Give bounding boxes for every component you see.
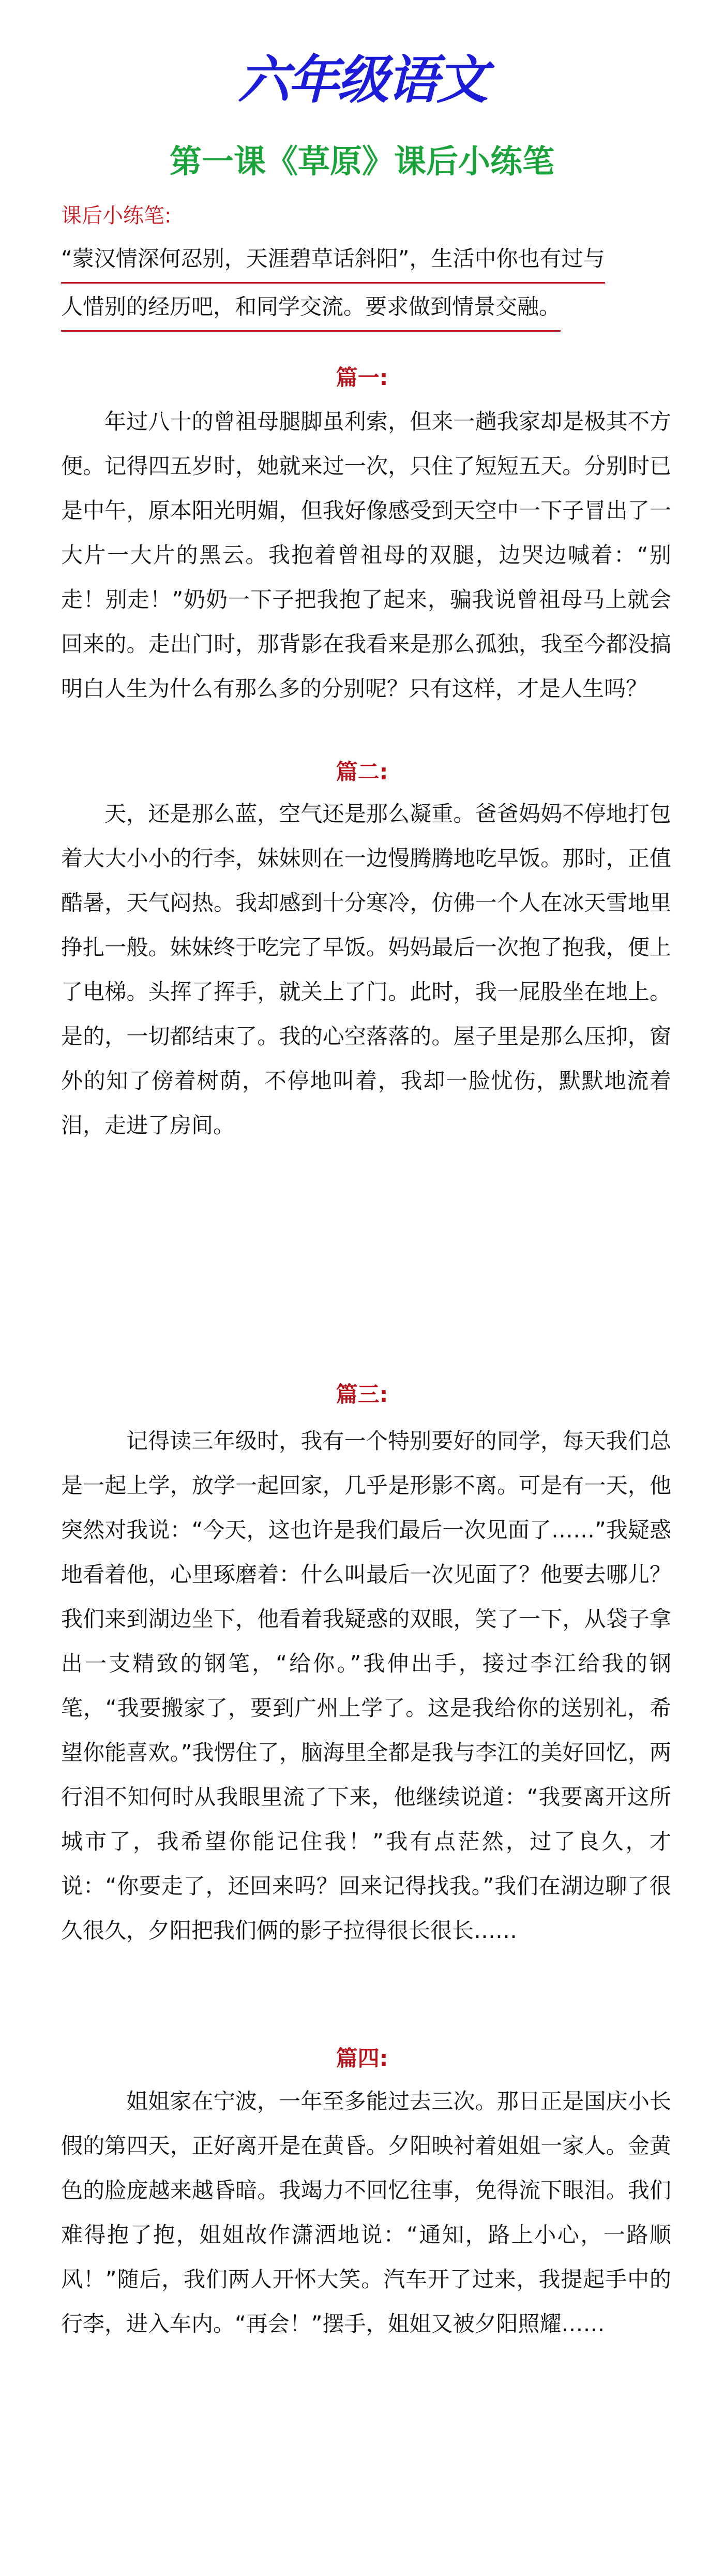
essay-4-title: 篇四: (336, 2046, 388, 2071)
essay-2-title: 篇二: (336, 759, 388, 784)
exercise-label: 课后小练笔: (61, 204, 172, 228)
essay-1-text: 年过八十的曾祖母腿脚虽利索，但来一趟我家却是极其不方便。记得四五岁时，她就来过一次，只住了短短五天。分别时已是中午，原本阳光明媚，但我好像感受到天空中一下子冒出了一大片一大片的黑云。我抱着曾祖母的双腿，边哭边喊着：“别走！别走！”奶奶一下子把我抱了起来，骗我说曾祖母马上就会回来的。走出门时，那背影在我看来是那么孤独，我至今都没搞明白人生为什么有那么多的分别呢？只有这样，才是人生吗？ (61, 409, 671, 701)
brand-title: 六年级语文 (238, 50, 486, 110)
essay-3-title: 篇三: (336, 1382, 388, 1407)
prompt-line-1: “蒙汉情深何忍别，天涯碧草话斜阳”，生活中你也有过与 (61, 235, 605, 284)
essay-3-text: 记得读三年级时，我有一个特别要好的同学，每天我们总是一起上学，放学一起回家，几乎是形影不离。可是有一天，他突然对我说：“今天，这也许是我们最后一次见面了……”我疑惑地看着他，心里琢磨着：什么叫最后一次见面了？他要去哪儿？我们来到湖边坐下，他看着我疑惑的双眼，笑了一下，从袋子拿出一支精致的钢笔，“给你。”我伸出手，接过李江给我的钢笔，“我要搬家了，要到广州上学了。这是我给你的送别礼，希望你能喜欢。”我愣住了，脑海里全都是我与李江的美好回忆，两行泪不知何时从我眼里流了下来，他继续说道：“我要离开这所城市了，我希望你能记住我！”我有点茫然，过了良久，才说：“你要走了，还回来吗？回来记得找我。”我们在湖边聊了很久很久，夕阳把我们俩的影子拉得很长很长…… (61, 1428, 671, 1943)
essay-4-text: 姐姐家在宁波，一年至多能过去三次。那日正是国庆小长假的第四天，正好离开是在黄昏。夕阳映衬着姐姐一家人。金黄色的脸庞越来越昏暗。我竭力不回忆往事，免得流下眼泪。我们难得抱了抱，姐姐故作潇洒地说：“通知，路上小心，一路顺风！”随后，我们两人开怀大笑。汽车开了过来，我提起手中的行李，进入车内。“再会！”摆手，姐姐又被夕阳照耀…… (61, 2089, 671, 2336)
lesson-title: 第一课《草原》课后小练笔 (169, 142, 554, 180)
essay-2-text: 天，还是那么蓝，空气还是那么凝重。爸爸妈妈不停地打包着大大小小的行李，妹妹则在一边慢腾腾地吃早饭。那时，正值酷暑，天气闷热。我却感到十分寒冷，仿佛一个人在冰天雪地里挣扎一般。妹妹终于吃完了早饭。妈妈最后一次抱了抱我，便上了电梯。头挥了挥手，就关上了门。此时，我一屁股坐在地上。是的，一切都结束了。我的心空落落的。屋子里是那么压抑，窗外的知了傍着树荫，不停地叫着，我却一脸忧伤，默默地流着泪，走进了房间。 (61, 801, 671, 1138)
essay-1-title: 篇一: (336, 365, 388, 390)
exercise-prompt (61, 235, 669, 332)
prompt-line-2: 人惜别的经历吧，和同学交流。要求做到情景交融。 (61, 284, 561, 332)
